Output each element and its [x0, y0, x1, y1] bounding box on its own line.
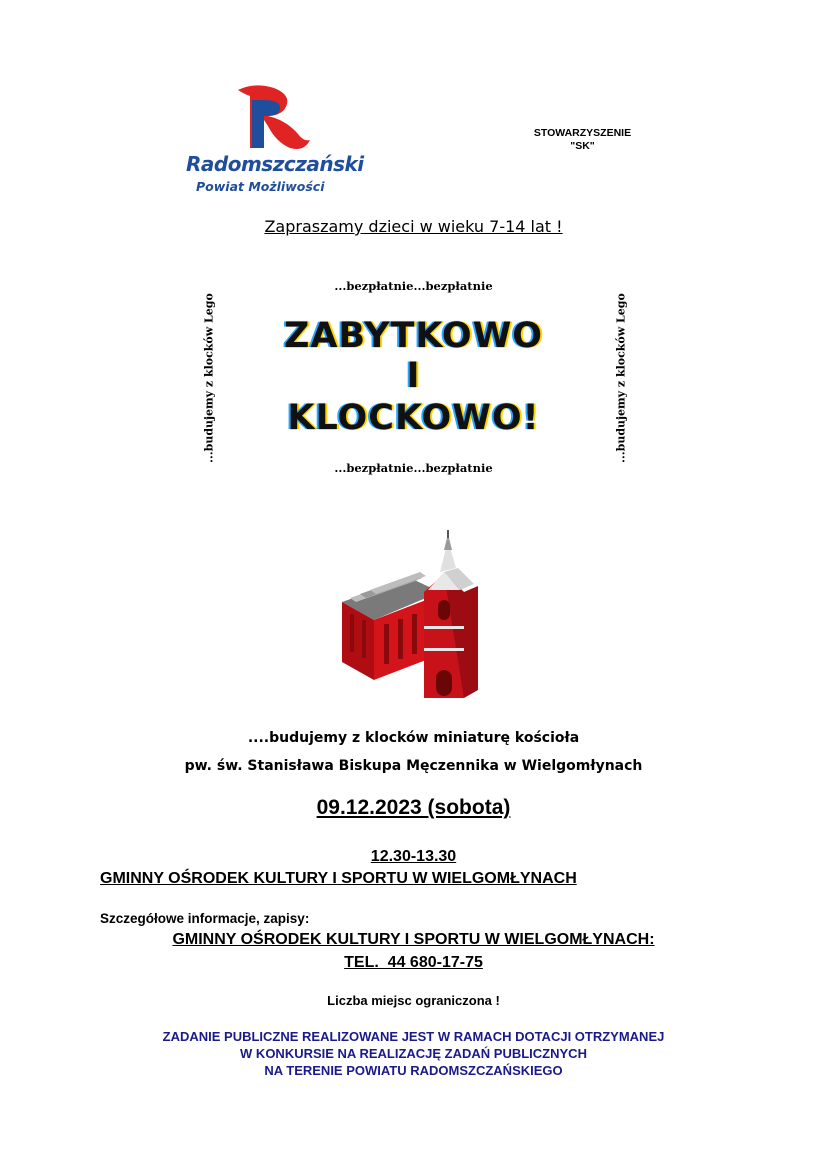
building-text-line1: ....budujemy z klocków miniaturę kościoła [247, 730, 580, 746]
headline-line2: I [406, 356, 421, 396]
association-line1: STOWARZYSZENIE [533, 127, 632, 139]
association-name [505, 127, 660, 153]
church-illustration [340, 530, 490, 705]
funding-line3: NA TERENIE POWIATU RADOMSZCZAŃSKIEGO [264, 1063, 563, 1078]
event-venue: GMINNY OŚRODEK KULTURY I SPORTU W WIELGOMŁYNACH [100, 870, 577, 887]
free-bottom-text: ...bezpłatnie...bezpłatnie [334, 461, 493, 475]
logo-tagline: Powiat Możliwości [196, 179, 325, 194]
contact-venue: GMINNY OŚRODEK KULTURY I SPORTU W WIELGOMŁYNACH: [172, 931, 655, 948]
building-text-line2: pw. św. Stanisława Biskupa Męczennika w Wielgomłynach [184, 758, 643, 774]
headline-line3: KLOCKOWO! [287, 398, 540, 438]
event-time: 12.30-13.30 [370, 848, 457, 865]
r-logo-icon [234, 82, 312, 154]
headline-line1: ZABYTKOWO [283, 316, 544, 356]
radomszczanski-logo [186, 82, 364, 197]
side-text-right: ...budujemy z klocków Lego [614, 293, 628, 463]
association-line2: "SK" [570, 140, 595, 152]
details-label: Szczegółowe informacje, zapisy: [100, 911, 310, 926]
invite-text: Zapraszamy dzieci w wieku 7-14 lat ! [264, 217, 563, 236]
lego-church-image [340, 530, 490, 705]
funding-notice [0, 1028, 827, 1079]
logo-name: Radomszczański [186, 152, 364, 176]
contact-phone: TEL. 44 680-17-75 [344, 954, 483, 971]
funding-line2: W KONKURSIE NA REALIZACJĘ ZADAŃ PUBLICZNYCH [240, 1046, 587, 1061]
funding-line1: ZADANIE PUBLICZNE REALIZOWANE JEST W RAMACH DOTACJI OTRZYMANEJ [162, 1029, 665, 1044]
limit-notice: Liczba miejsc ograniczona ! [327, 993, 500, 1008]
side-text-left: ...budujemy z klocków Lego [202, 293, 216, 463]
event-date: 09.12.2023 (sobota) [316, 796, 511, 819]
free-top-text: ...bezpłatnie...bezpłatnie [334, 279, 493, 293]
